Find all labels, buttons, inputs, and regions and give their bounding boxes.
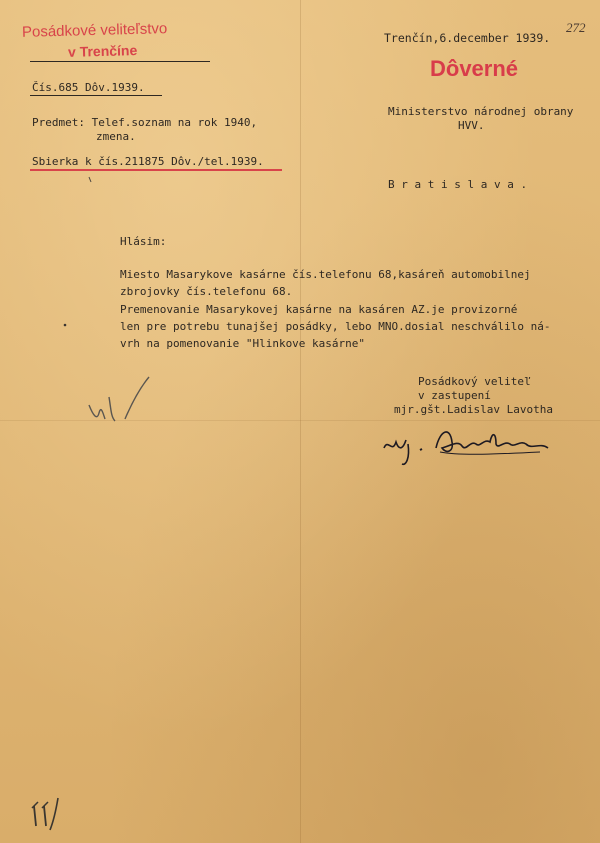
collection-reference: Sbierka k čís.211875 Dôv./tel.1939. [32, 155, 264, 168]
signature-line2: v zastupení [418, 389, 491, 402]
stamp-underline [30, 61, 210, 62]
pencil-initials-mark [85, 375, 155, 430]
subject-line1: Predmet: Telef.soznam na rok 1940, [32, 116, 258, 129]
signature-title: Posádkový veliteľ [418, 375, 531, 388]
signature-name: mjr.gšt.Ladislav Lavotha [394, 403, 553, 416]
greeting: Hlásim: [120, 235, 167, 248]
fold-line-vertical [300, 0, 301, 843]
paragraph1-line2: zbrojovky čís.telefonu 68. [120, 285, 293, 298]
stamp-line1: Posádkové veliteľstvo [21, 20, 168, 41]
stamp-line2: v Trenčíne [67, 42, 138, 60]
paragraph2-line1: Premenovanie Masarykovej kasárne na kasáren AZ.je provizorné [120, 303, 518, 316]
paragraph1-line1: Miesto Masarykove kasárne čís.telefonu 68,kasáreň automobilnej [120, 268, 531, 281]
paragraph2-line3: vrh na pomenovanie "Hlinkove kasárne" [120, 337, 366, 350]
page-number: 272 [566, 20, 586, 35]
handwritten-signature [380, 418, 570, 468]
paragraph2-line2: len pre potrebu tunajšej posádky, lebo MNO.dosial neschválilo ná- [120, 320, 551, 333]
subject-line2: zmena. [96, 130, 136, 143]
classification-label: Dôverné [430, 56, 519, 81]
pencil-bottom-mark [28, 792, 68, 832]
recipient-city: B r a t i s l a v a . [388, 178, 528, 191]
small-tick-mark [86, 174, 98, 186]
collection-red-underline [30, 169, 282, 171]
reference-number: Čís.685 Dôv.1939. [32, 81, 145, 94]
reference-underline [30, 95, 162, 96]
recipient-line2: HVV. [458, 119, 485, 132]
margin-dot [62, 322, 70, 330]
place-date: Trenčín,6.december 1939. [384, 31, 551, 45]
recipient-line1: Ministerstvo národnej obrany [388, 105, 574, 118]
